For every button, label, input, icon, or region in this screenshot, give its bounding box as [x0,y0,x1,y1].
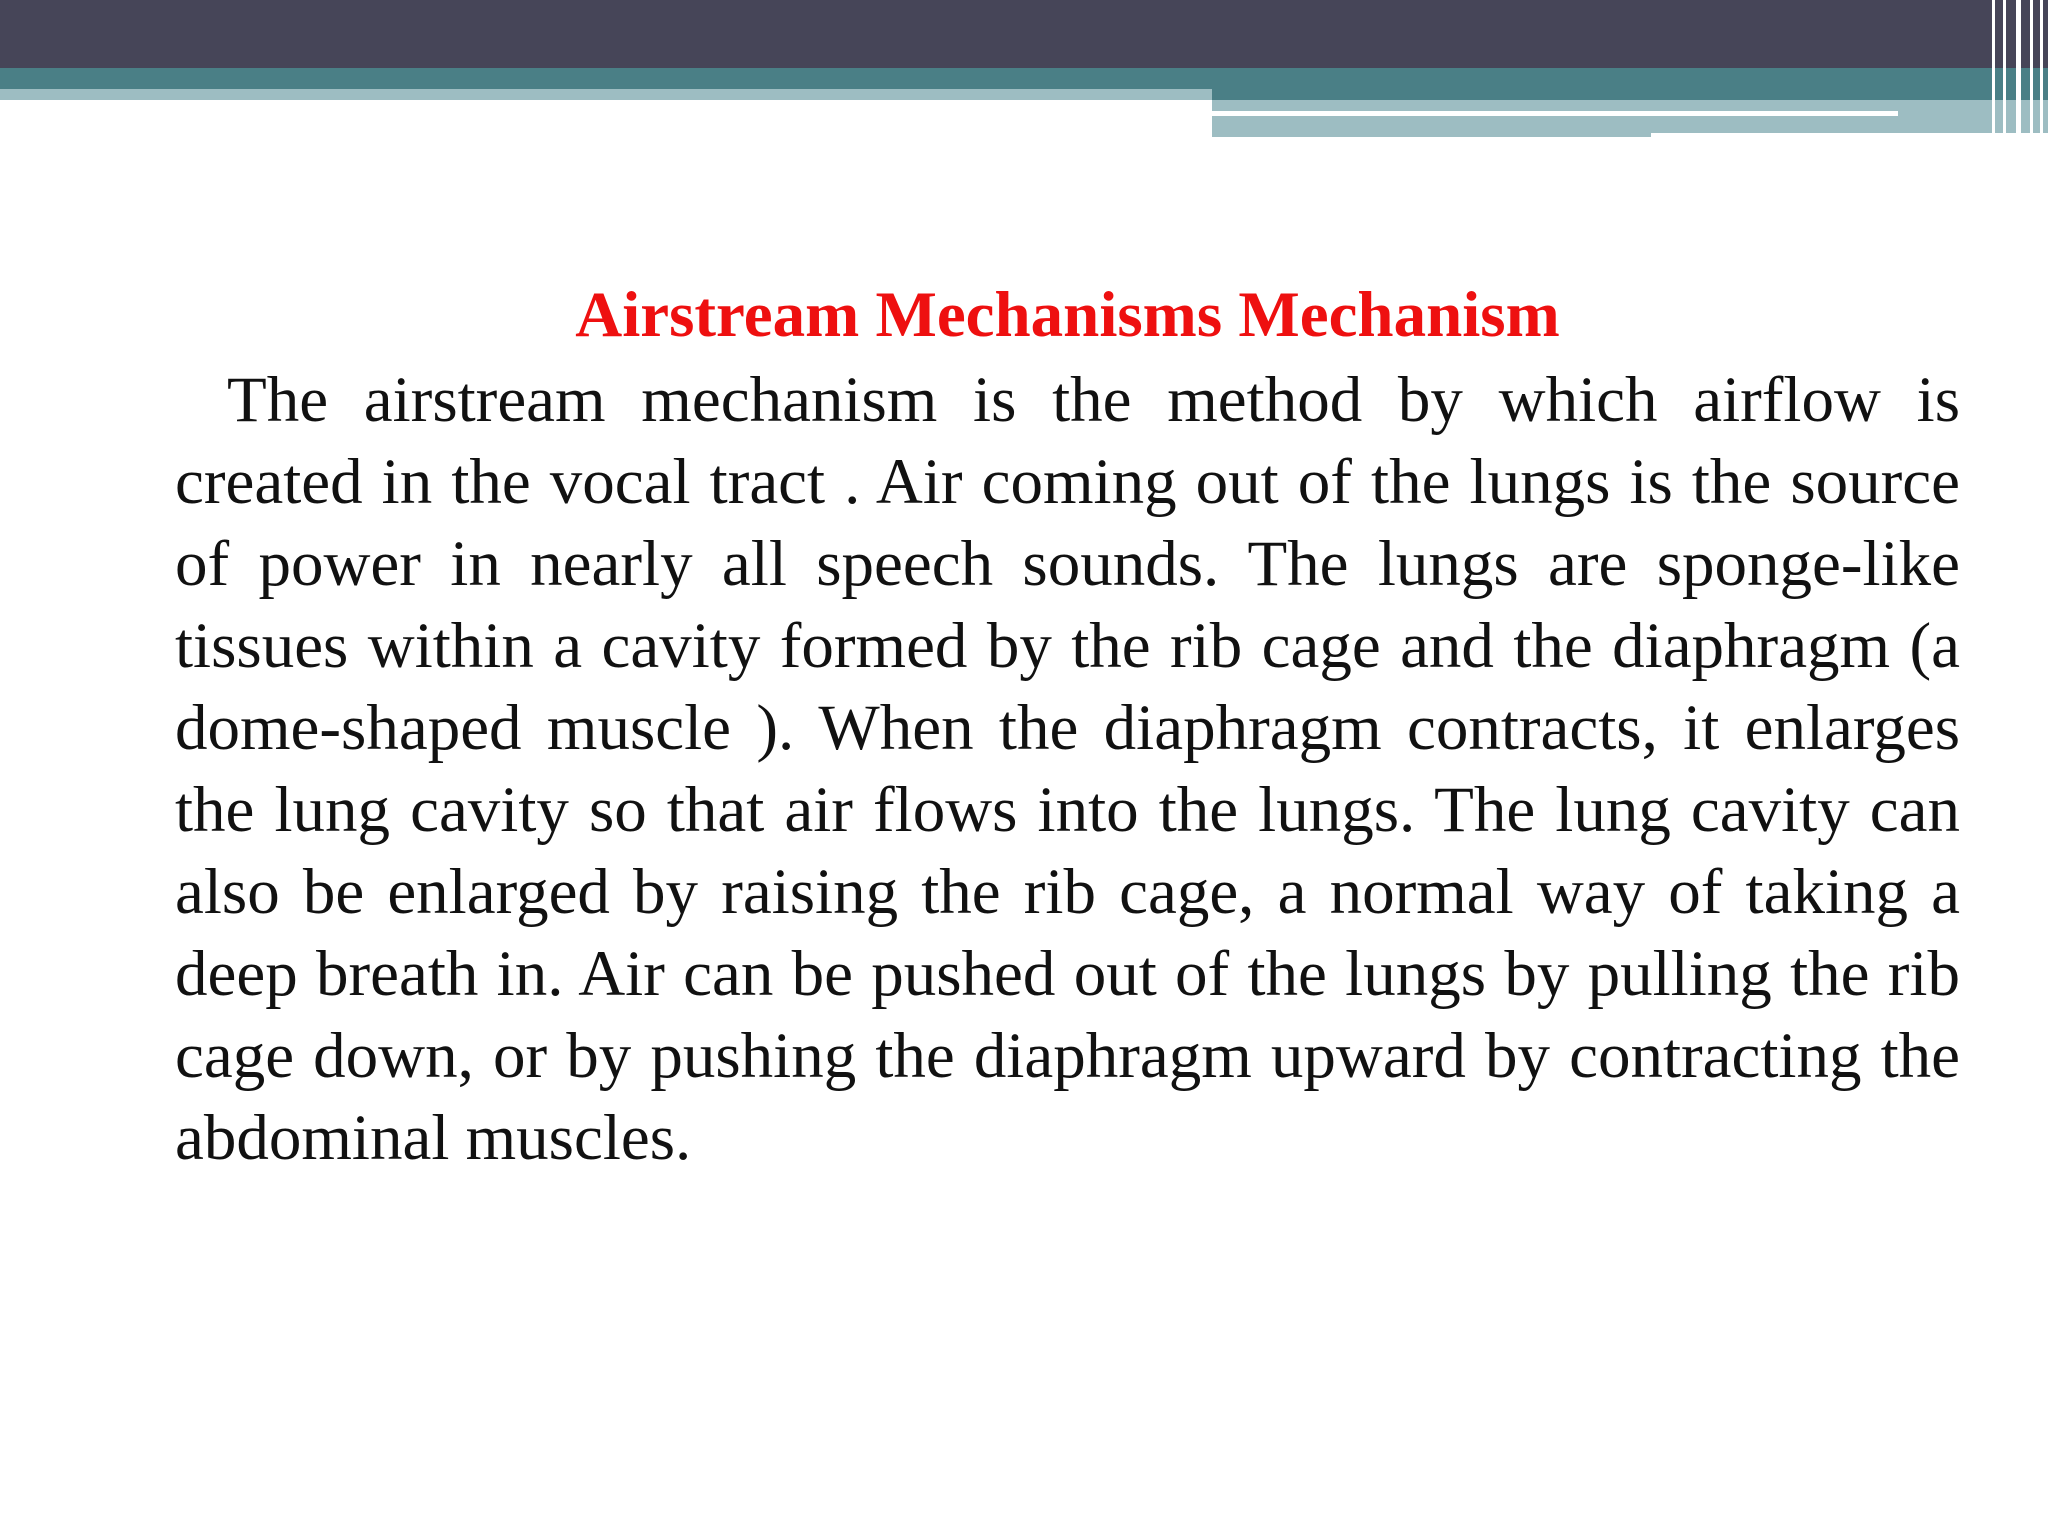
header-end-caps [1986,0,2048,137]
header-light-band-right [1212,100,2048,137]
header-light-band-left [0,89,1212,100]
end-cap-line [2003,0,2006,137]
slide-title: Airstream Mechanisms Mechanism [575,279,1560,351]
header-white-stripe [1212,111,1898,116]
end-cap-line [2016,0,2021,137]
header-teal-band-right [1212,68,2048,100]
end-cap-line [1992,0,1995,137]
end-cap-line [2030,0,2033,137]
slide-body-text: The airstream mechanism is the method by which airflow is created in the vocal tract . Air coming out of the lungs is the source of power in nearly all speech sounds. The lungs are sponge-like tissues within a cavity formed by the rib cage and the diaphragm (a dome-shaped muscle ). When the diaphragm contracts, it enlarges the lung cavity so that air flows into the lungs. The lung cavity can also be enlarged by raising the rib cage, a normal way of taking a deep breath in. Air can be pushed out of the lungs by pulling the rib cage down, or by pushing the diaphragm upward by contracting the abdominal muscles. [175,364,1960,1174]
header-dark-bar [0,0,2048,68]
end-cap-line [2040,0,2043,137]
header-teal-band-left [0,68,1212,89]
